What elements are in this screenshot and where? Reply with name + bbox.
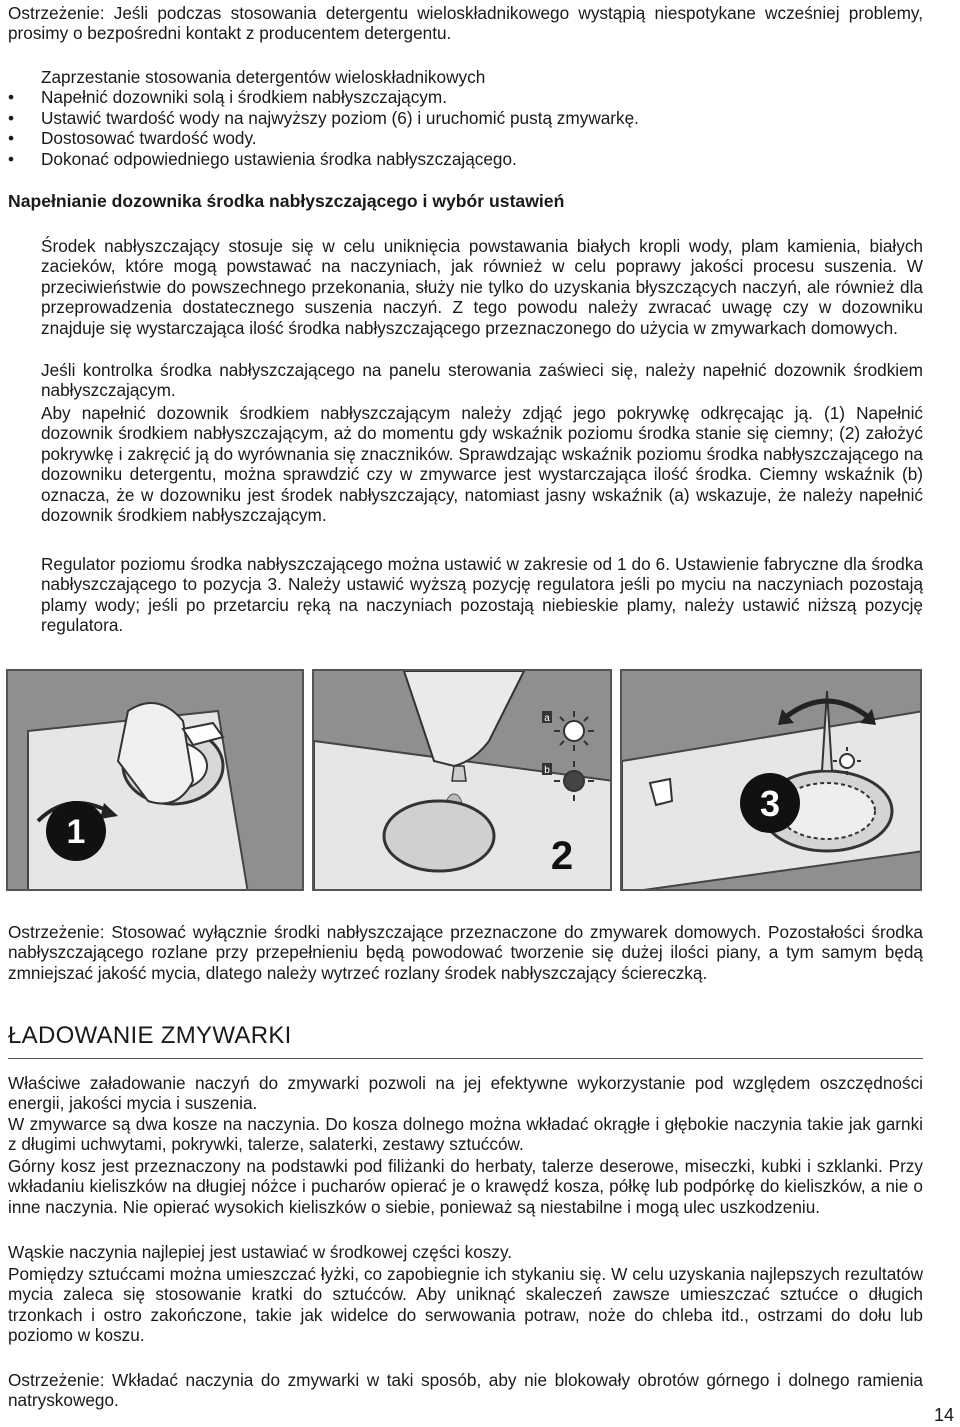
loading-warning: Ostrzeżenie: Wkładać naczynia do zmywarki w taki sposób, aby nie blokowały obrotów górnego i dolnego ramienia natryskowego. bbox=[8, 1370, 923, 1411]
dispenser-filling-illustration bbox=[314, 671, 612, 891]
rinse-aid-paragraph-3: Aby napełnić dozownik środkiem nabłyszczającym należy zdjąć jego pokrywkę odkręcając ją. (1) Napełnić dozownik środkiem nabłyszczającym, aż do momentu gdy wskaźnik poziomu środka stanie się ciemny; (2) założyć pokrywkę i zakręcić ją do wyrównania się znaczników. Sprawdzając wskaźnik poziomu środka nabłyszczającego na dozowniku detergentu, można sprawdzić czy w zmywarce jest wystarczająca ilość środka. Ciemny wskaźnik (b) oznacza, że w dozowniku jest środek nabłyszczający, natomiast jasny wskaźnik (a) wskazuje, że należy napełnić dozownik środkiem nabłyszczającym. bbox=[41, 403, 923, 526]
discontinue-heading: Zaprzestanie stosowania detergentów wieloskładnikowych bbox=[41, 67, 486, 87]
section-divider bbox=[8, 1058, 923, 1059]
loading-heading: ŁADOWANIE ZMYWARKI bbox=[8, 1022, 292, 1049]
step-3-number: 3 bbox=[759, 783, 781, 824]
indicator-a-label: a bbox=[544, 713, 550, 724]
indicator-b-label: b bbox=[544, 765, 550, 776]
loading-paragraph-1: Właściwe załadowanie naczyń do zmywarki pozwoli na jej efektywne wykorzystanie pod względem oszczędności energii, jakości mycia i suszenia. bbox=[8, 1073, 923, 1114]
loading-paragraph-5: Pomiędzy sztućcami można umieszczać łyżki, co zapobiegnie ich stykaniu się. W celu uzyskania najlepszych rezultatów mycia zaleca się stosowanie kratki do sztućców. Aby uniknąć skaleczeń zawsze umieszczać sztućce o długich trzonkach i ostro zakończone, takie jak widelce do serwowania potraw, noże do chleba itd., ostrzami do dołu lub poziomo w koszu. bbox=[8, 1264, 923, 1346]
page-number: 14 bbox=[933, 1405, 954, 1425]
rinse-aid-figures bbox=[6, 669, 922, 891]
list-item: • Ustawić twardość wody na najwyższy poziom (6) i uruchomić pustą zmywarkę. bbox=[8, 107, 639, 128]
figure-step-3 bbox=[620, 669, 922, 891]
step-1-number: 1 bbox=[66, 813, 86, 851]
list-item: • Dostosować twardość wody. bbox=[8, 128, 257, 149]
regulator-adjustment-illustration bbox=[622, 671, 922, 891]
step-2-number: 2 bbox=[550, 834, 574, 878]
dispenser-cap-removal-illustration bbox=[8, 671, 304, 891]
list-item: • Napełnić dozowniki solą i środkiem nabłyszczającym. bbox=[8, 87, 447, 108]
intro-warning: Ostrzeżenie: Jeśli podczas stosowania detergentu wieloskładnikowego wystąpią niespotykane wcześniej problemy, prosimy o bezpośredni kontakt z producentem detergentu. bbox=[8, 3, 923, 44]
rinse-aid-heading: Napełnianie dozownika środka nabłyszczającego i wybór ustawień bbox=[8, 191, 565, 211]
rinse-aid-paragraph-4: Regulator poziomu środka nabłyszczającego można ustawić w zakresie od 1 do 6. Ustawienie fabryczne dla środka nabłyszczającego to pozycja 3. Należy ustawić wyższą pozycję regulatora jeśli po myciu na naczyniach pozostają plamy wody; jeśli po przetarciu ręką na naczyniach pozostają niebieskie plamy, należy ustawić niższą pozycję regulatora. bbox=[41, 554, 923, 636]
figure-step-1 bbox=[6, 669, 304, 891]
figure-step-2 bbox=[312, 669, 612, 891]
loading-paragraph-2: W zmywarce są dwa kosze na naczynia. Do kosza dolnego można wkładać okrągłe i głębokie naczynia takie jak garnki z długimi uchwytami, pokrywki, talerze, salaterki, zestawy sztućców. bbox=[8, 1114, 923, 1155]
list-item: • Dokonać odpowiedniego ustawienia środka nabłyszczającego. bbox=[8, 148, 517, 169]
loading-paragraph-3: Górny kosz jest przeznaczony na podstawki pod filiżanki do herbaty, talerze deserowe, miseczki, kubki i szklanki. Przy wkładaniu kieliszków na długiej nóżce i pucharów opierać je o krawędź kosza, półkę lub podpórkę do kieliszków, a nie o inne naczynia. Nie opierać wysokich kieliszków o siebie, ponieważ są niestabilne i mogą ulec uszkodzeniu. bbox=[8, 1156, 923, 1217]
rinse-aid-paragraph-1: Środek nabłyszczający stosuje się w celu uniknięcia powstawania białych kropli wody, plam kamienia, białych zacieków, które mogą powstawać na naczyniach, jak również w celu poprawy jakości procesu suszenia. W przeciwieństwie do powszechnego przekonania, służy nie tylko do uzyskania błyszczących naczyń, ale również dla przeprowadzenia dostatecznego suszenia naczyń. Z tego powodu należy zwracać uwagę czy w dozowniku znajduje się wystarczająca ilość środka nabłyszczającego przeznaczonego do użycia w zmywarkach domowych. bbox=[41, 236, 923, 338]
overflow-warning: Ostrzeżenie: Stosować wyłącznie środki nabłyszczające przeznaczone do zmywarek domowych. Pozostałości środka nabłyszczającego rozlane przy przepełnieniu będą powodować tworzenie się dużej ilości piany, a tym samym będą zmniejszać jakość mycia, dlatego należy wytrzeć rozlany środek nabłyszczający ściereczką. bbox=[8, 922, 923, 983]
loading-paragraph-4: Wąskie naczynia najlepiej jest ustawiać w środkowej części koszy. bbox=[8, 1242, 513, 1262]
discontinue-list bbox=[8, 67, 923, 169]
rinse-aid-paragraph-2: Jeśli kontrolka środka nabłyszczającego na panelu sterowania zaświeci się, należy napełnić dozownik środkiem nabłyszczającym. bbox=[41, 360, 923, 401]
